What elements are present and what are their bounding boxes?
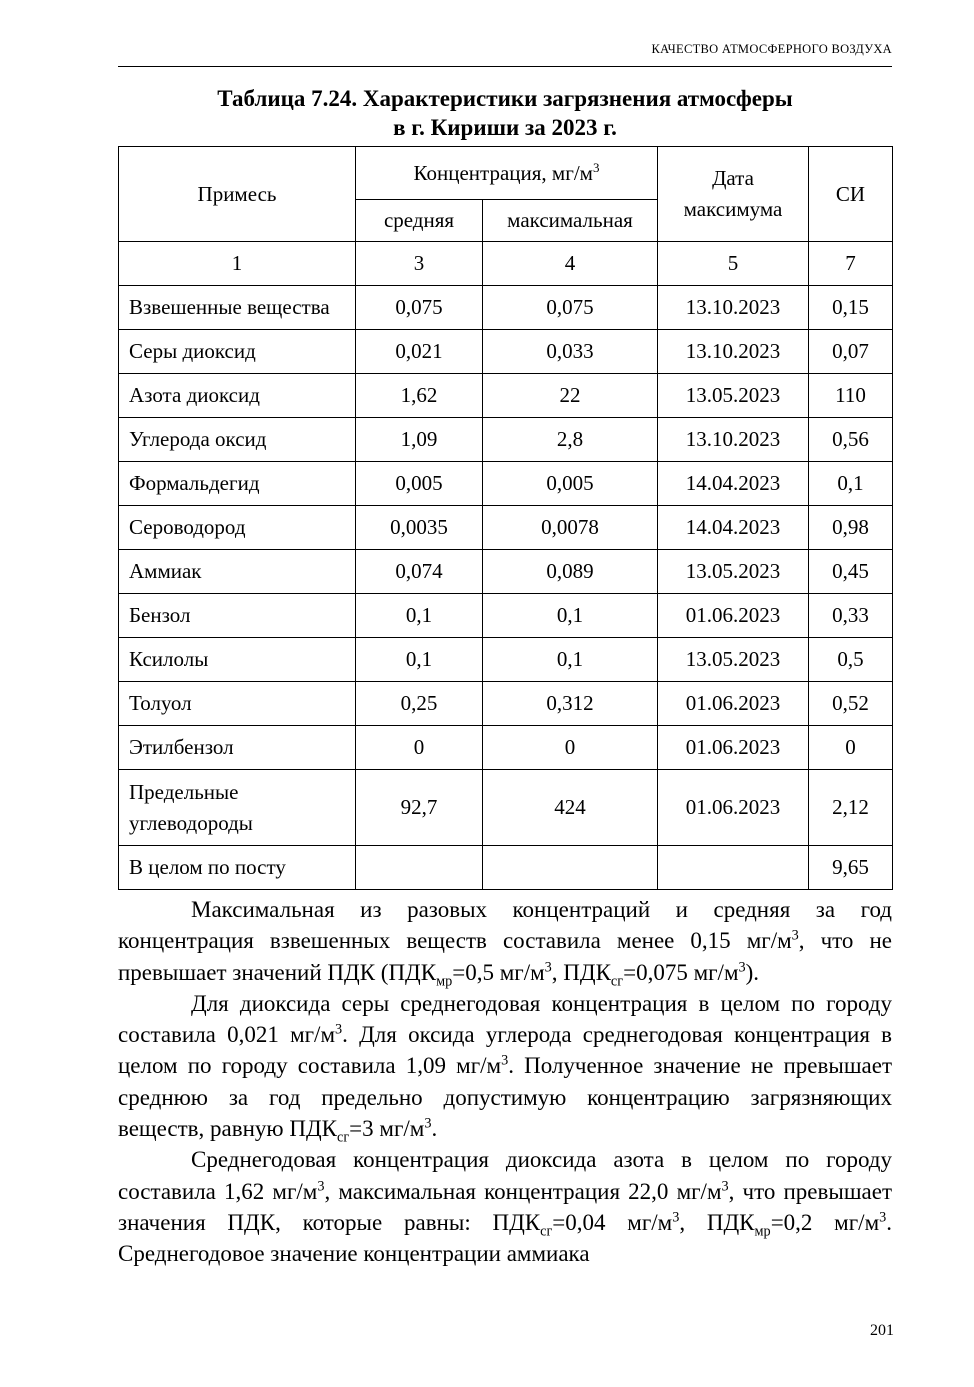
- header-date-max: Дата максимума: [658, 147, 809, 242]
- cell-date: 01.06.2023: [658, 770, 809, 846]
- column-number: 4: [483, 242, 658, 286]
- cell-mean: 0,0035: [356, 506, 483, 550]
- cell-max: 0,0078: [483, 506, 658, 550]
- cell-mean: 0,074: [356, 550, 483, 594]
- cell-max: 0,005: [483, 462, 658, 506]
- cell-mean: 1,62: [356, 374, 483, 418]
- paragraph: Максимальная из разовых концентраций и средняя за год концентрация взвешенных веществ составила менее 0,15 $мг/м^3$, что не превышает значений ПДК ($ПДК_{мр}=0,5$ $мг/м^3$, $ПДК_{сг}=0,075$ $мг/м^3$).: [118, 897, 892, 990]
- cell-date: 01.06.2023: [658, 594, 809, 638]
- cell-si: 0,98: [809, 506, 893, 550]
- cell-max: 0,089: [483, 550, 658, 594]
- cell-date: 13.05.2023: [658, 638, 809, 682]
- header-concentration: Концентрация, $мг/м^3$: [356, 147, 658, 200]
- cell-mean: 0,021: [356, 330, 483, 374]
- column-numbers-row: [119, 242, 893, 286]
- cell-max: 424: [483, 770, 658, 846]
- cell-date: 01.06.2023: [658, 726, 809, 770]
- cell-date: 13.10.2023: [658, 330, 809, 374]
- cell-date: 13.05.2023: [658, 374, 809, 418]
- cell-substance: Сероводород: [119, 506, 356, 550]
- header-substance: Примесь: [119, 147, 356, 242]
- cell-max: 0,075: [483, 286, 658, 330]
- cell-si: 0,56: [809, 418, 893, 462]
- cell-si: 0,45: [809, 550, 893, 594]
- cell-max: 0,1: [483, 594, 658, 638]
- header-rule: [118, 66, 892, 67]
- table-body: [119, 286, 893, 770]
- cell-si: 0,33: [809, 594, 893, 638]
- table-row: [119, 682, 893, 726]
- cell-mean: 0,1: [356, 594, 483, 638]
- table-row: [119, 638, 893, 682]
- cell-max: 2,8: [483, 418, 658, 462]
- cell-mean: 0,005: [356, 462, 483, 506]
- cell-mean: 0: [356, 726, 483, 770]
- cell-date: [658, 846, 809, 890]
- column-number: 3: [356, 242, 483, 286]
- header-si: СИ: [809, 147, 893, 242]
- cell-max: [483, 846, 658, 890]
- cell-substance: Предельные углеводороды: [119, 770, 356, 846]
- cell-max: 0,1: [483, 638, 658, 682]
- table-total-row: [119, 846, 893, 890]
- header-mean: средняя: [356, 200, 483, 242]
- cell-date: 13.05.2023: [658, 550, 809, 594]
- page-number: 201: [870, 1322, 894, 1339]
- cell-substance: Углерода оксид: [119, 418, 356, 462]
- paragraph: Для диоксида серы среднегодовая концентрация в целом по городу составила 0,021 $мг/м^3$. Для оксида углерода среднегодовая концентрация в целом по городу составила 1,09 $мг/м^3$. Полученное значение не превышает среднюю за год предельно допустимую концентрацию загрязняющих веществ, равную $ПДК_{сг}=3$ $мг/м^3$.: [118, 990, 892, 1146]
- table-row: [119, 726, 893, 770]
- cell-si: 2,12: [809, 770, 893, 846]
- table-row: [119, 374, 893, 418]
- table-row: [119, 594, 893, 638]
- table-row: [119, 506, 893, 550]
- table-title: [118, 84, 892, 142]
- cell-substance: В целом по посту: [119, 846, 356, 890]
- cell-date: 14.04.2023: [658, 462, 809, 506]
- cell-substance: Серы диоксид: [119, 330, 356, 374]
- cell-date: 01.06.2023: [658, 682, 809, 726]
- cell-substance: Толуол: [119, 682, 356, 726]
- cell-substance: Азота диоксид: [119, 374, 356, 418]
- cell-mean: 0,25: [356, 682, 483, 726]
- cell-mean: [356, 846, 483, 890]
- cell-mean: 0,075: [356, 286, 483, 330]
- table-row: [119, 286, 893, 330]
- cell-date: 13.10.2023: [658, 286, 809, 330]
- cell-mean: 0,1: [356, 638, 483, 682]
- table-row: [119, 550, 893, 594]
- cell-max: 0: [483, 726, 658, 770]
- cell-max: 0,312: [483, 682, 658, 726]
- cell-si: 9,65: [809, 846, 893, 890]
- pollution-table: [118, 146, 893, 890]
- table-row: [119, 770, 893, 846]
- cell-si: 0,07: [809, 330, 893, 374]
- table-row: [119, 330, 893, 374]
- cell-si: 0,15: [809, 286, 893, 330]
- cell-si: 0,5: [809, 638, 893, 682]
- cell-si: 0,1: [809, 462, 893, 506]
- table-header-row: [119, 147, 893, 200]
- running-head: КАЧЕСТВО АТМОСФЕРНОГО ВОЗДУХА: [651, 42, 892, 56]
- cell-max: 0,033: [483, 330, 658, 374]
- cell-date: 14.04.2023: [658, 506, 809, 550]
- body-text: [118, 894, 892, 1270]
- column-number: 5: [658, 242, 809, 286]
- cell-substance: Этилбензол: [119, 726, 356, 770]
- cell-substance: Аммиак: [119, 550, 356, 594]
- table-row: [119, 418, 893, 462]
- cell-substance: Бензол: [119, 594, 356, 638]
- cell-max: 22: [483, 374, 658, 418]
- paragraph: Среднегодовая концентрация диоксида азота в целом по городу составила 1,62 $мг/м^3$, максимальная концентрация 22,0 $мг/м^3$, что превышает значения ПДК, которые равны: $ПДК_{сг}=0,04$ $мг/м^3$, $ПДК_{мр}=0,2$ $мг/м^3$. Среднегодовое значение концентрации аммиака: [118, 1147, 892, 1267]
- cell-si: 0: [809, 726, 893, 770]
- table-row: [119, 462, 893, 506]
- table-title-line-2: в г. Кириши за 2023 г.: [393, 115, 617, 140]
- cell-mean: 1,09: [356, 418, 483, 462]
- header-max: максимальная: [483, 200, 658, 242]
- cell-substance: Формальдегид: [119, 462, 356, 506]
- cell-date: 13.10.2023: [658, 418, 809, 462]
- cell-si: 0,52: [809, 682, 893, 726]
- table-title-line-1: Таблица 7.24. Характеристики загрязнения атмосферы: [217, 86, 793, 111]
- cell-si: 110: [809, 374, 893, 418]
- cell-mean: 92,7: [356, 770, 483, 846]
- column-number: 7: [809, 242, 893, 286]
- cell-substance: Ксилолы: [119, 638, 356, 682]
- column-number: 1: [119, 242, 356, 286]
- cell-substance: Взвешенные вещества: [119, 286, 356, 330]
